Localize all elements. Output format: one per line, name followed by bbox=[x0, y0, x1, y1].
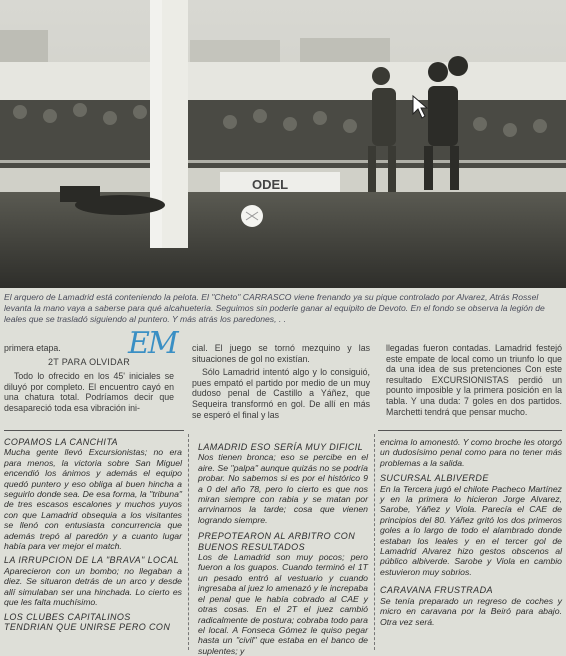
column-3-paragraph-1: llegadas fueron contadas. Lamadrid festejó este empate de local como un triunfo lo que da una idea de sus pretenciones Con este resultado EXCURSIONISTAS perdió un pounto imposible y la primera posición en la tabla. Y una duda: 7 goles en dos partidos. Marchetti tendrá que pensar mucho. bbox=[386, 343, 562, 417]
column-1-subheading: 2T PARA OLVIDAR bbox=[47, 356, 131, 367]
text-lamadrid: Nos tienen bronca; eso se percibe en el aire. Se "palpa" aunque quizás no se podría probar. No sabemos si es por el histórico 9 a 0 del año 78, pero lo cierto es que nos miran siempre con rabia y se matan por arrvinarnos la tarde; cosa que vienen logrando siempre. bbox=[198, 452, 368, 525]
lower-column-3 bbox=[380, 437, 562, 627]
text-prepotearon: Los de Lamadrid son muy pocos; pero fueron a los guapos. Cuando terminó el 1T un pesado entró al vestuario y cuando ingresaba al juez lo amenazó y le increpaba el penal que le había cobrado al CAE y otras cosas. En el 2T el juez cambió radicalmente de postura; cobraba todo para el local. A Fonseca Gómez le quiso pegar hasta un "civil" que estaba en el banco de suplentes; y bbox=[198, 552, 368, 656]
column-1-paragraph-2: Todo lo ofrecido en los 45' iniciales se diluyó por completo. El encuentro cayó en una chatura total. Podríamos decir que desapareció toda esa vibración ini- bbox=[4, 371, 174, 413]
heading-copamos: COPAMOS LA CANCHITA bbox=[4, 437, 118, 447]
section-divider-right bbox=[378, 430, 562, 431]
column-rule-2 bbox=[374, 434, 376, 650]
lower-column-1 bbox=[4, 437, 182, 632]
em-logo: EM bbox=[128, 326, 177, 361]
heading-caravana: CARAVANA FRUSTRADA bbox=[380, 585, 493, 596]
banner-text: ODEL bbox=[252, 177, 289, 192]
photo-caption: El arquero de Lamadrid está conteniendo la pelota. El "Cheto" CARRASCO viene frenando ya su pique controlado por Alvarez, Atrás Rossel levanta la mano vaya a saberse para qué alcahueteria. Seguimos sin poderle ganar al equipito de Devoto. En el fondo se observa la legión de leales que se trasladó siguiendo al puntero. Y más atrás los paredones, . . bbox=[4, 292, 545, 324]
heading-irrupcion: LA IRRUPCION DE LA "BRAVA" LOCAL bbox=[4, 555, 180, 566]
heading-sucursal: SUCURSAL ALBIVERDE bbox=[380, 473, 489, 484]
text-sucursal: En la Tercera jugó el chilote Pacheco Martínez y en la primera lo hicieron Jorge Alvarez, Sarobe, Yáñez y Viola. Parecía el CAE de principios del 80. Yáñez gritó los dos primeros goles a lo largo de todo el alambrado donde estaban los leales y en el tercer gol de Lamadrid Alvarez hizo gestos obscenos al público albiverde. Sarobe y Viola en cambio estuvieron muy sobrios. bbox=[380, 483, 562, 577]
column-rule-1 bbox=[188, 434, 190, 650]
heading-prepotearon: PREPOTEARON AL ARBITRO CON BUENOS RESULTADOS bbox=[198, 531, 356, 552]
text-caravana: Se tenía preparado un regreso de coches y micro en caravana por la Beiró para abajo. Otra vez será. bbox=[380, 595, 562, 627]
column-1 bbox=[4, 343, 174, 414]
section-divider-left bbox=[4, 430, 184, 431]
heading-clubes: LOS CLUBES CAPITALINOS TENDRIAN QUE UNIRSE PERO CON bbox=[4, 611, 171, 632]
column-2 bbox=[192, 343, 370, 420]
text-copamos: Mucha gente llevó Excursionistas; no era para menos, la victoria sobre San Miguel encendió los ánimos y además el equipo quedó puntero y eso obliga al buen hincha a seguirlo donde sea. De esa forma, la "tribuna" de tres escasos escalones y muchos yuyos con que Lamadrid obsequia a los visitantes se llenó con entusiasta concurrencia que además trepó al paredón y a cuanto lugar había para ver mejor el match. bbox=[4, 447, 182, 552]
heading-lamadrid: LAMADRID ESO SERÍA MUY DIFICIL bbox=[198, 442, 364, 452]
match-photo bbox=[0, 0, 566, 288]
column-1-paragraph-1: primera etapa. bbox=[4, 343, 61, 353]
text-irrupcion: Aparecieron con un bombo; no llegaban a diez. Se situaron detrás de un arco y desde allí simulaban ser una hinchada. Lo cierto es que les falta muchísimo. bbox=[4, 565, 182, 608]
column-2-paragraph-2: Sólo Lamadrid intentó algo y lo consiguió, pues empató el partido por medio de un muy dudoso penal de Castillo a Yáñez, que Sequeira transformó en gol. De allí en más se esperó el final y las bbox=[192, 367, 370, 420]
column-2-paragraph-1: cial. El juego se tornó mezquino y las situaciones de gol no existían. bbox=[192, 343, 370, 364]
text-encima: encima lo amonestó. Y como broche les otorgó un dudosísimo penal como para no tener más problemas a la salida. bbox=[380, 437, 562, 468]
column-3 bbox=[386, 343, 562, 417]
lower-column-2 bbox=[198, 442, 368, 656]
